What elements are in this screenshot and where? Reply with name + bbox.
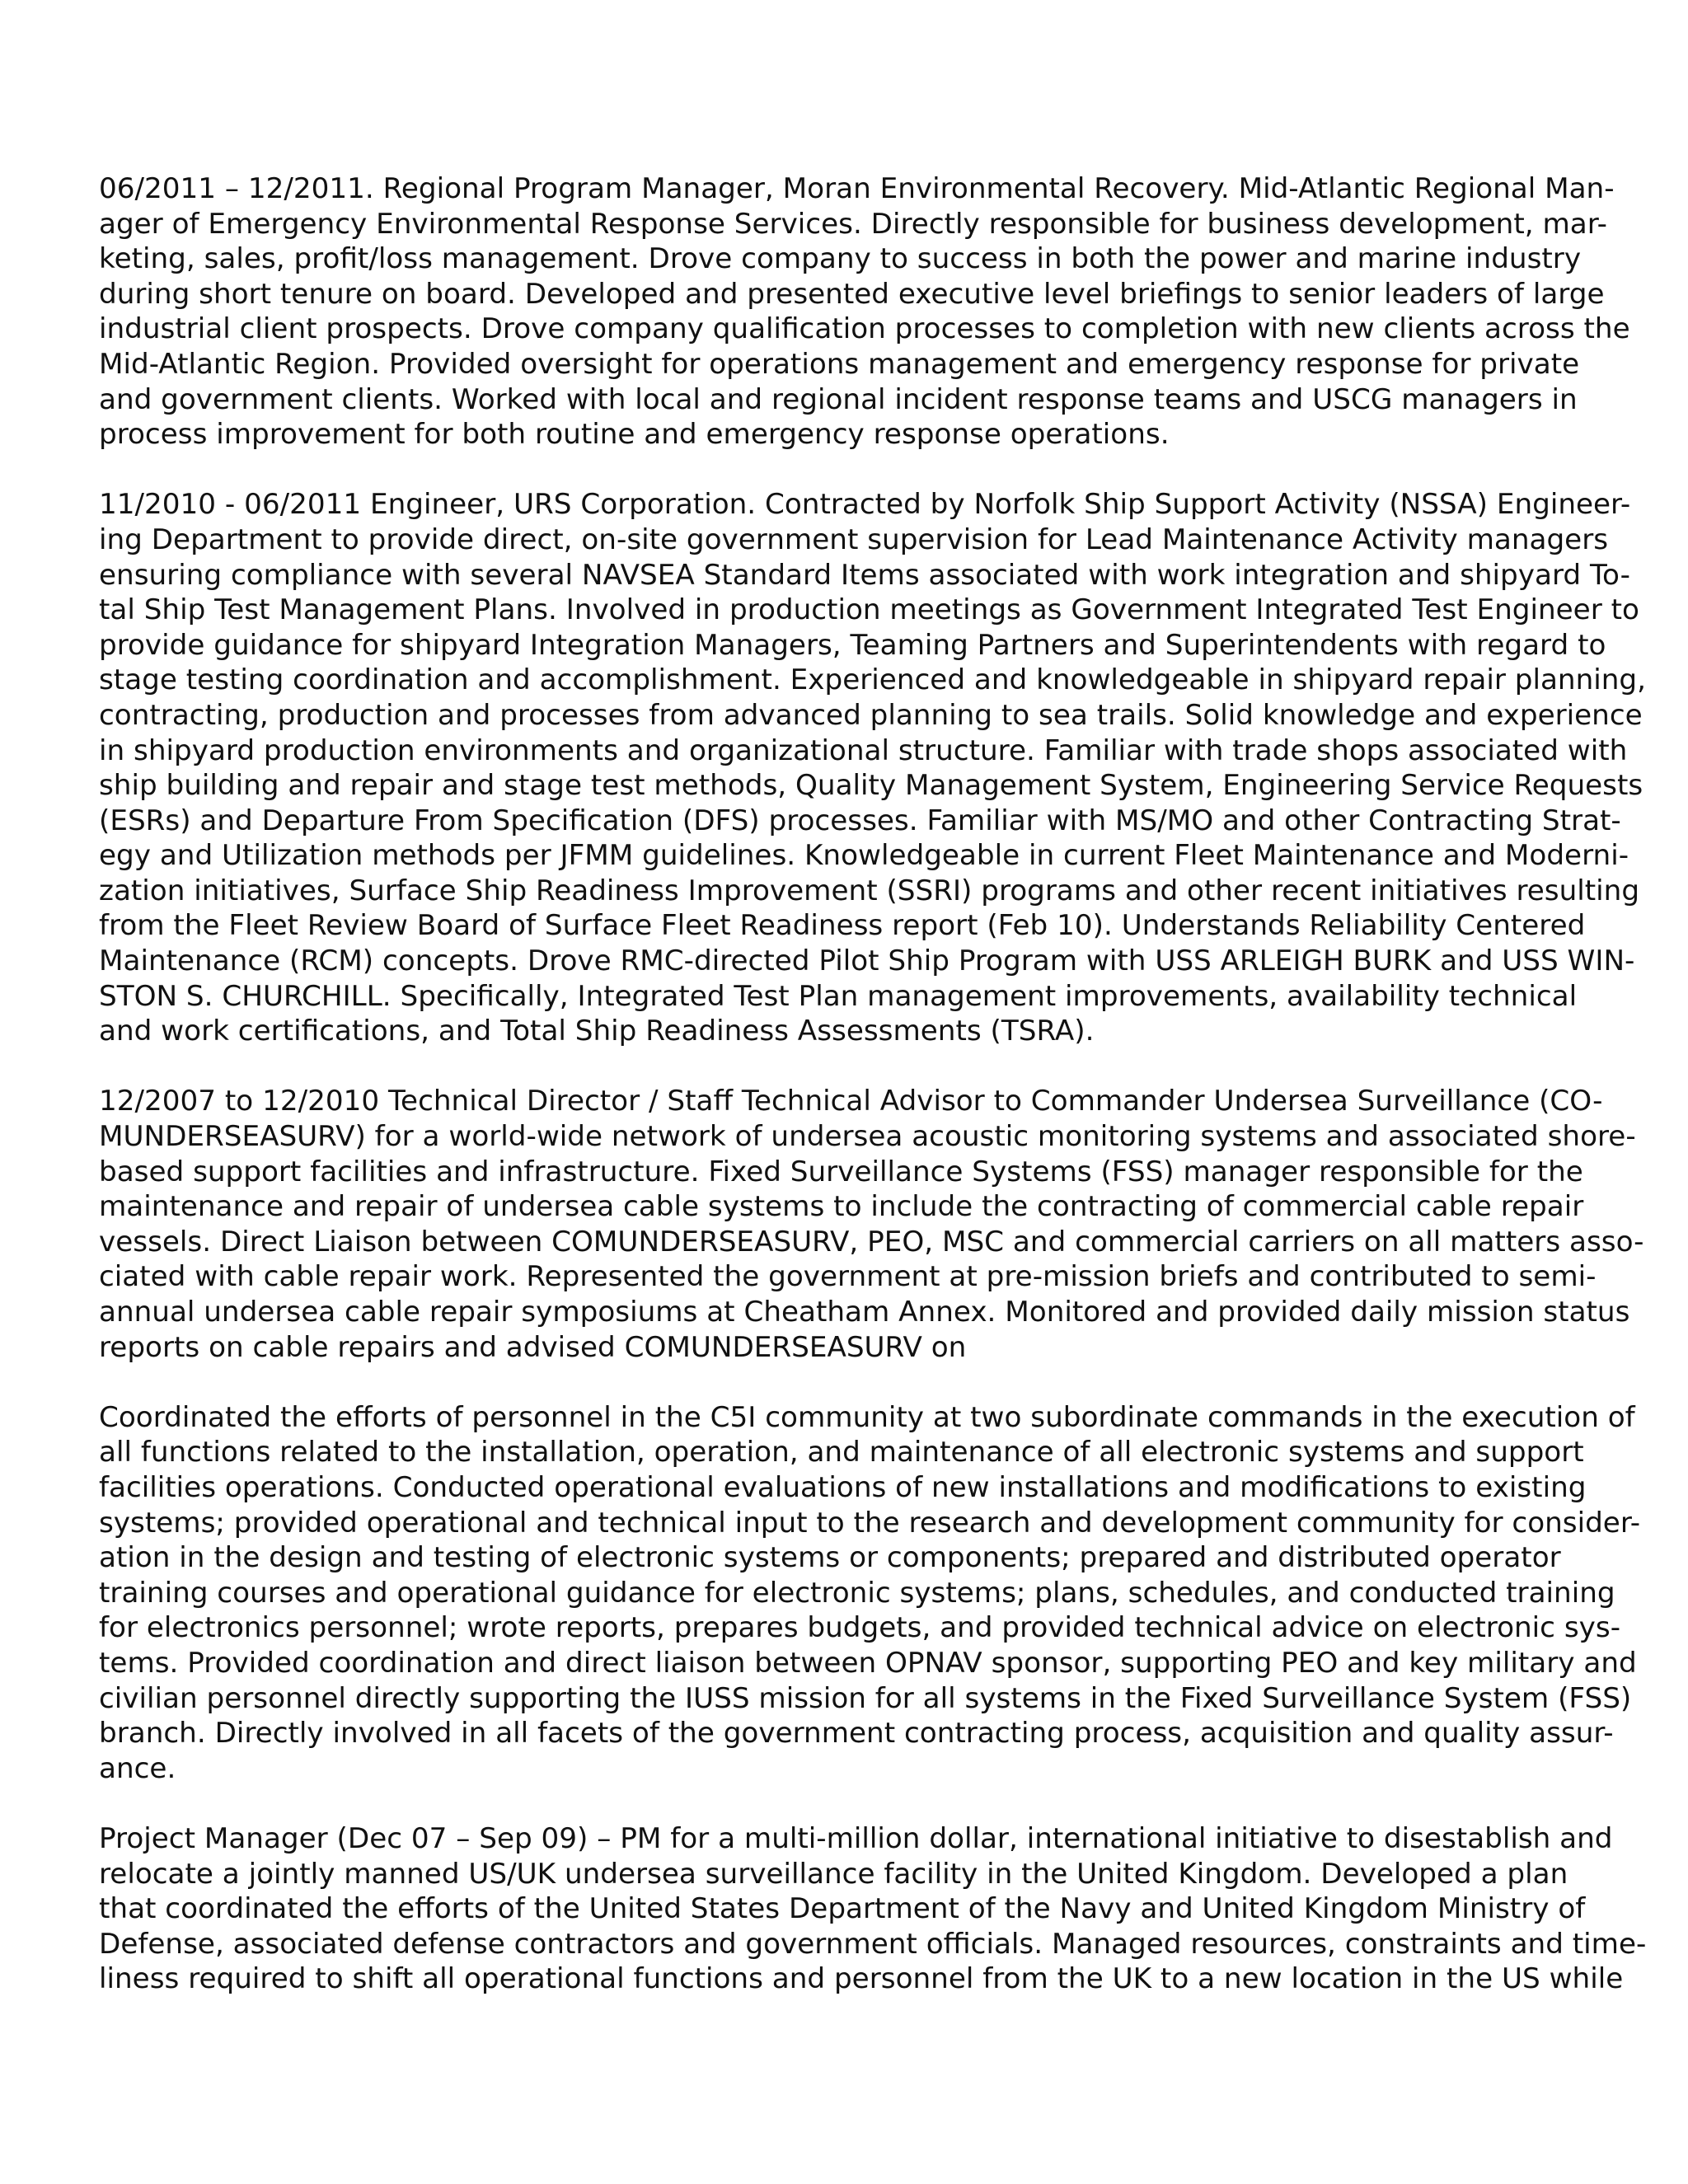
text-line: provide guidance for shipyard Integration Managers, Teaming Partners and Superintendents with regard to [99,628,1606,662]
paragraph-spacer [99,452,1596,488]
text-line: based support facilities and infrastructure. Fixed Surveillance Systems (FSS) manager responsible for the [99,1155,1583,1188]
text-line: Coordinated the efforts of personnel in the C5I community at two subordinate commands in the execution of [99,1400,1635,1434]
paragraph-spacer [99,1786,1596,1821]
text-line: facilities operations. Conducted operational evaluations of new installations and modifications to existing [99,1470,1587,1504]
resume-page [99,171,1647,1997]
text-line: stage testing coordination and accomplishment. Experienced and knowledgeable in shipyard repair planning, [99,663,1646,697]
text-line: Project Manager (Dec 07 – Sep 09) – PM for a multi-million dollar, international initiative to disestablish and [99,1821,1613,1855]
text-line: tems. Provided coordination and direct liaison between OPNAV sponsor, supporting PEO and key military and [99,1646,1637,1680]
text-line: that coordinated the efforts of the United States Department of the Navy and United Kingdom Ministry of [99,1892,1586,1926]
text-line: branch. Directly involved in all facets of the government contracting process, acquisition and quality assur- [99,1717,1614,1750]
text-line: (ESRs) and Departure From Specification (DFS) processes. Familiar with MS/MO and other Contracting Strat- [99,804,1621,837]
text-line: annual undersea cable repair symposiums at Cheatham Annex. Monitored and provided daily mission status [99,1296,1630,1329]
paragraph-spacer [99,1049,1596,1085]
text-line: during short tenure on board. Developed and presented executive level briefings to senior leaders of large [99,277,1605,311]
paragraph-spacer [99,1365,1596,1400]
text-line: ciated with cable repair work. Represented the government at pre-mission briefs and contributed to semi- [99,1260,1597,1294]
text-line: maintenance and repair of undersea cable systems to include the contracting of commercial cable repair [99,1190,1584,1224]
text-line: vessels. Direct Liaison between COMUNDERSEASURV, PEO, MSC and commercial carriers on all matters asso- [99,1225,1644,1258]
text-line: civilian personnel directly supporting the IUSS mission for all systems in the Fixed Surveillance System (FSS) [99,1681,1632,1715]
text-line: industrial client prospects. Drove company qualification processes to completion with new clients across the [99,312,1630,346]
text-line: zation initiatives, Surface Ship Readiness Improvement (SSRI) programs and other recent initiatives resulting [99,874,1640,907]
text-line: egy and Utilization methods per JFMM guidelines. Knowledgeable in current Fleet Maintenance and Moderni- [99,839,1629,873]
text-line: ation in the design and testing of electronic systems or components; prepared and distributed operator [99,1541,1561,1575]
text-line: and government clients. Worked with local and regional incident response teams and USCG managers in [99,382,1578,416]
text-line: 12/2007 to 12/2010 Technical Director / Staff Technical Advisor to Commander Undersea Surveillance (CO- [99,1085,1603,1118]
text-line: STON S. CHURCHILL. Specifically, Integrated Test Plan management improvements, availability technical [99,979,1578,1013]
text-line: systems; provided operational and technical input to the research and development community for consider- [99,1506,1641,1540]
text-line: MUNDERSEASURV) for a world-wide network of undersea acoustic monitoring systems and associated shore- [99,1120,1636,1154]
experience-paragraph-project-manager [99,1821,1647,1997]
text-line: Defense, associated defense contractors and government officials. Managed resources, constraints and time- [99,1927,1647,1961]
experience-paragraph-moran [99,171,1630,452]
experience-paragraph-urs [99,487,1646,1049]
experience-paragraph-c5i [99,1400,1641,1787]
text-line: ensuring compliance with several NAVSEA Standard Items associated with work integration and shipyard To- [99,558,1630,592]
text-line: 11/2010 - 06/2011 Engineer, URS Corporation. Contracted by Norfolk Ship Support Activity (NSSA) Engineer- [99,488,1631,522]
text-line: in shipyard production environments and organizational structure. Familiar with trade shops associated with [99,733,1628,767]
text-line: process improvement for both routine and emergency response operations. [99,418,1170,452]
text-line: from the Fleet Review Board of Surface Fleet Readiness report (Feb 10). Understands Reliability Centered [99,909,1586,943]
text-line: tal Ship Test Management Plans. Involved in production meetings as Government Integrated Test Engineer to [99,593,1639,627]
text-line: ing Department to provide direct, on-site government supervision for Lead Maintenance Activity managers [99,523,1609,556]
text-line: training courses and operational guidance for electronic systems; plans, schedules, and conducted training [99,1576,1615,1610]
experience-paragraph-comundersea [99,1084,1644,1365]
text-line: and work certifications, and Total Ship Readiness Assessments (TSRA). [99,1015,1095,1048]
text-line: ship building and repair and stage test methods, Quality Management System, Engineering Service Requests [99,769,1643,803]
text-line: relocate a jointly manned US/UK undersea surveillance facility in the United Kingdom. Developed a plan [99,1857,1568,1891]
text-line: keting, sales, profit/loss management. Drove company to success in both the power and marine industry [99,242,1582,276]
text-line: liness required to shift all operational functions and personnel from the UK to a new location in the US while [99,1962,1624,1996]
text-line: for electronics personnel; wrote reports, prepares budgets, and provided technical advice on electronic sys- [99,1611,1621,1645]
text-line: reports on cable repairs and advised COMUNDERSEASURV on [99,1330,967,1364]
text-line: 06/2011 – 12/2011. Regional Program Manager, Moran Environmental Recovery. Mid-Atlantic Regional Man- [99,172,1615,205]
text-line: ance. [99,1751,176,1785]
text-line: Maintenance (RCM) concepts. Drove RMC-directed Pilot Ship Program with USS ARLEIGH BURK and USS WIN- [99,944,1635,978]
text-line: all functions related to the installation, operation, and maintenance of all electronic systems and support [99,1436,1584,1469]
text-line: contracting, production and processes from advanced planning to sea trails. Solid knowledge and experience [99,698,1643,732]
text-line: ager of Emergency Environmental Response Services. Directly responsible for business development, mar- [99,207,1607,241]
text-line: Mid-Atlantic Region. Provided oversight for operations management and emergency response for private [99,347,1580,381]
